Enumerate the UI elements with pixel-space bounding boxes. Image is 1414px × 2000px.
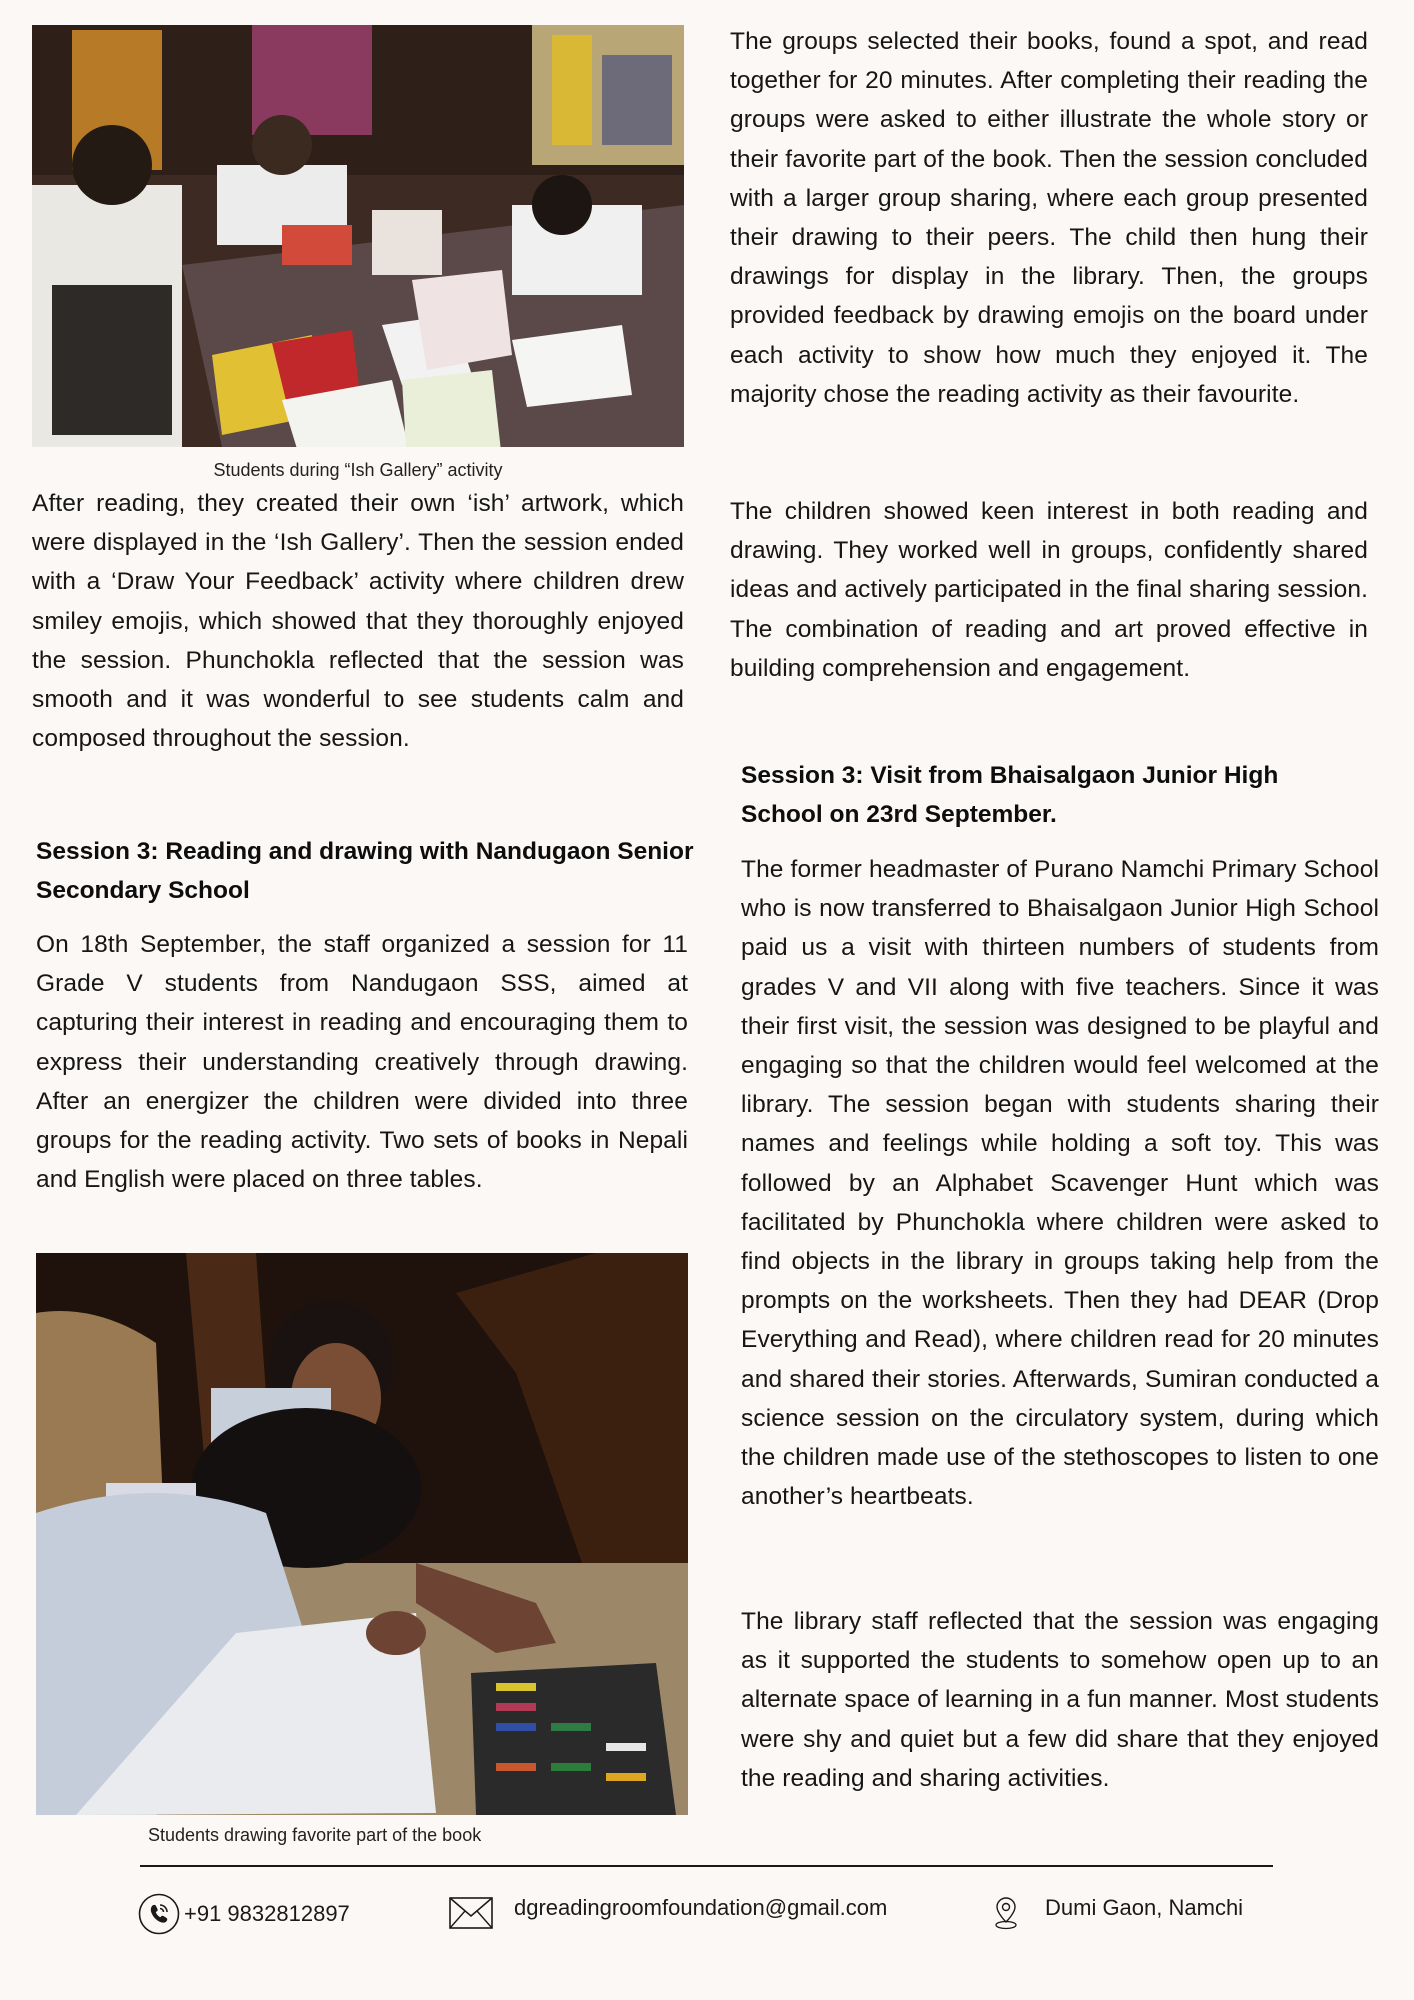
photo-drawing-favorite-part-image xyxy=(36,1253,688,1815)
photo-ish-gallery-image xyxy=(32,25,684,447)
footer-phone[interactable] xyxy=(137,1892,350,1936)
phone-icon xyxy=(137,1892,181,1936)
envelope-icon xyxy=(448,1896,494,1930)
section-heading-bhaisalgaon: Session 3: Visit from Bhaisalgaon Junior High School on 23rd September. xyxy=(741,762,1279,828)
footer-location-text: Dumi Gaon, Namchi xyxy=(1045,1895,1244,1920)
footer-phone-text: +91 9832812897 xyxy=(184,1901,350,1926)
right-paragraph-staff-reflection: The library staff reflected that the session was engaging as it supported the students to somehow open up to an alternate space of learning in a fun manner. Most students were shy and quiet but a few did share that they enjoyed the reading and sharing activities. xyxy=(741,1608,1379,1792)
photo-drawing-caption: Students drawing favorite part of the book xyxy=(148,1825,482,1845)
footer-divider xyxy=(140,1865,1273,1867)
map-pin-icon xyxy=(993,1896,1019,1930)
footer-email[interactable] xyxy=(448,1896,887,1930)
left-paragraph-ish-gallery: After reading, they created their own ‘ish’ artwork, which were displayed in the ‘Ish Gallery’. Then the session ended with a ‘Draw Your Feedback’ activity where children drew smiley emojis, which showed that they thoroughly enjoyed the session. Phunchokla reflected that the session was smooth and it was wonderful to see students calm and composed throughout the session. xyxy=(32,490,684,753)
right-paragraph-keen-interest: The children showed keen interest in both reading and drawing. They worked well in groups, confidently shared ideas and actively participated in the final sharing session. The combination of reading and art proved effective in building comprehension and engagement. xyxy=(730,498,1368,682)
right-paragraph-groups-reading: The groups selected their books, found a spot, and read together for 20 minutes. After completing their reading the groups were asked to either illustrate the whole story or their favorite part of the book. Then the session concluded with a larger group sharing, where each group presented their drawing to their peers. The child then hung their drawings for display in the library. Then, the groups provided feedback by drawing emojis on the board under each activity to show how much they enjoyed it. The majority chose the reading activity as their favourite. xyxy=(730,28,1368,408)
photo-drawing-favorite-part xyxy=(36,1253,688,1815)
section-heading-nandugaon: Session 3: Reading and drawing with Nandugaon Senior Secondary School xyxy=(36,838,694,904)
footer-location xyxy=(993,1896,1243,1930)
right-paragraph-bhaisalgaon-visit: The former headmaster of Purano Namchi Primary School who is now transferred to Bhaisalgaon Junior High School paid us a visit with thirteen numbers of students from grades V and VII along with five teachers. Since it was their first visit, the session was designed to be playful and engaging so that the children would feel welcomed at the library. The session began with students sharing their names and feelings while holding a soft toy. This was followed by an Alphabet Scavenger Hunt which was facilitated by Phunchokla where children were asked to find objects in the library in groups taking help from the prompts on the worksheets. Then they had DEAR (Drop Everything and Read), where children read for 20 minutes and shared their stories. Afterwards, Sumiran conducted a science session on the circulatory system, during which the children made use of the stethoscopes to listen to one another’s heartbeats. xyxy=(741,856,1379,1511)
photo-ish-gallery xyxy=(32,25,684,447)
left-paragraph-nandugaon: On 18th September, the staff organized a session for 11 Grade V students from Nandugaon SSS, aimed at capturing their interest in reading and encouraging them to express their understanding creatively through drawing. After an energizer the children were divided into three groups for the reading activity. Two sets of books in Nepali and English were placed on three tables. xyxy=(36,931,688,1194)
photo-ish-gallery-caption: Students during “Ish Gallery” activity xyxy=(213,460,503,480)
footer-email-text: dgreadingroomfoundation@gmail.com xyxy=(514,1895,888,1920)
